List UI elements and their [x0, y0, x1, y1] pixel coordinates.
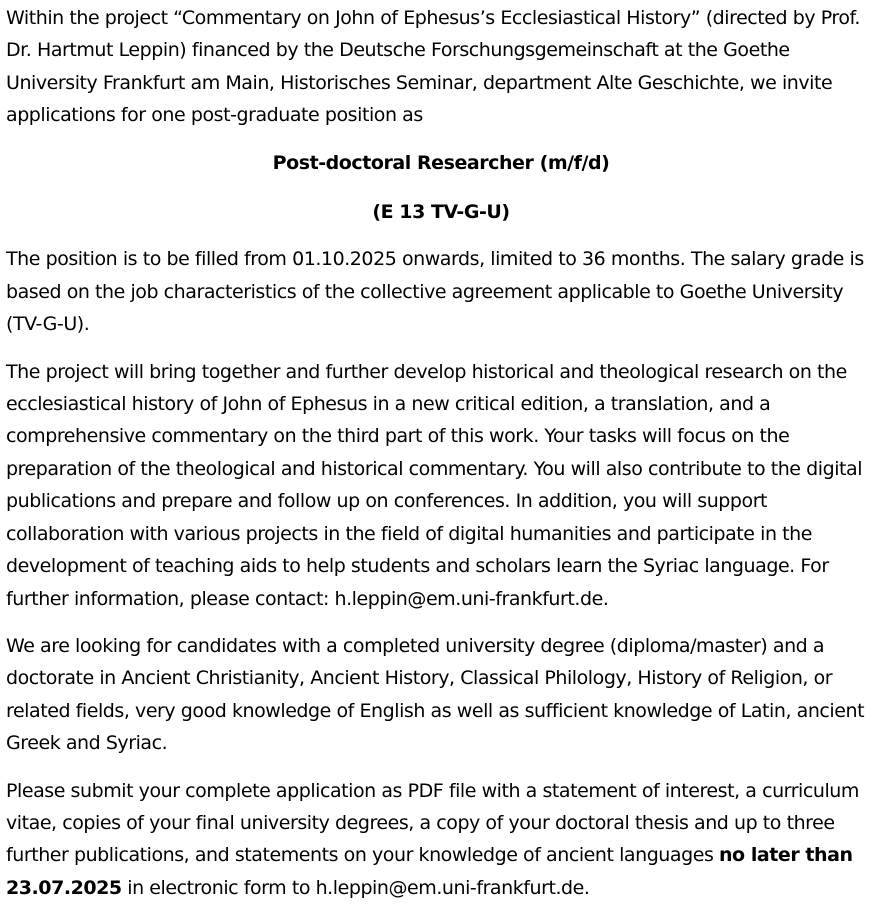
requirements-paragraph: We are looking for candidates with a completed university degree (diploma/master) and a doctorate in Ancient Christianity, Ancient History, Classical Philology, History of Religion, or related fields, very good knowledge of English as well as sufficient knowledge of Latin, ancient Greek and Syriac.	[6, 634, 865, 755]
application-paragraph	[6, 775, 876, 905]
application-text-after: in electronic form to h.leppin@em.uni-frankfurt.de.	[121, 876, 590, 899]
position-title: Post-doctoral Researcher (m/f/d)	[272, 151, 610, 174]
application-deadline: no later than 23.07.2025	[6, 844, 853, 899]
pay-grade: (E 13 TV-G-U)	[372, 201, 510, 224]
project-description-paragraph: The project will bring together and further develop historical and theological research on the ecclesiastical history of John of Ephesus in a new critical edition, a translation, and a comprehensive commentary on the third part of this work. Your tasks will focus on the preparation of the theological and historical commentary. You will also contribute to the digital publications and prepare and follow up on conferences. In addition, you will support collaboration with various projects in the field of digital humanities and participate in the development of teaching aids to help students and scholars learn the Syriac language. For further information, please contact: h.leppin@em.uni-frankfurt.de.	[6, 360, 863, 610]
terms-paragraph: The position is to be filled from 01.10.2025 onwards, limited to 36 months. The salary grade is based on the job characteristics of the collective agreement applicable to Goethe University (TV-G-U).	[6, 248, 864, 336]
intro-paragraph: Within the project “Commentary on John of Ephesus’s Ecclesiastical History” (directed by Prof. Dr. Hartmut Leppin) financed by the Deutsche Forschungsgemeinschaft at the Goethe University Frankfurt am Main, Historisches Seminar, department Alte Geschichte, we invite applications for one post-graduate position as	[6, 7, 860, 127]
application-text-before: Please submit your complete application as PDF file with a statement of interest, a curriculum vitae, copies of your final university degrees, a copy of your doctoral thesis and up to three further publications, and statements on your knowledge of ancient languages	[6, 779, 859, 867]
